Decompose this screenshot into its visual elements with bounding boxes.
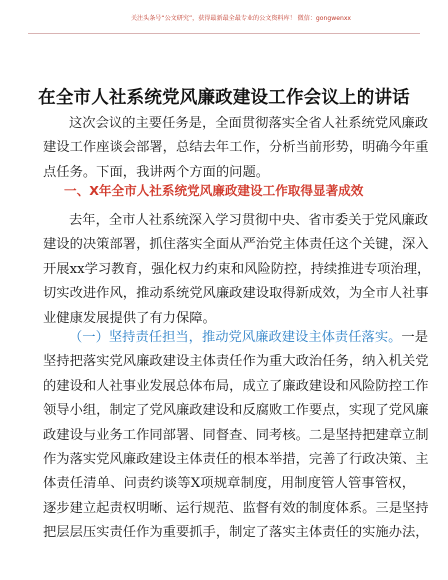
header-divider	[28, 33, 420, 34]
section-one-line: 业健康发展提供了有力保障。	[43, 310, 216, 326]
intro-line: 点任务。下面，我讲两个方面的问题。	[43, 164, 270, 180]
section-one-paragraph	[43, 209, 431, 331]
section-one-heading: 一、X年全市人社系统党风廉政建设工作取得显著成效	[64, 183, 364, 198]
subsection-one-line: 体责任清单、问责约谈等X项规章制度，用制度管人管事管权，	[43, 476, 415, 492]
header-banner: 关注头条号“公文研究”，获得最新最全最专业的公文资料库！ 微信：gongwenxx	[130, 15, 352, 22]
intro-paragraph	[43, 112, 429, 185]
subsection-one-line: 把层层压实责任作为重要抓手，制定了落实主体责任的实施办法，	[43, 525, 429, 541]
section-one-line: 建设的决策部署，抓住落实全面从严治党主体责任这个关键，深入	[43, 237, 429, 253]
subsection-one-first-line	[43, 326, 429, 350]
section-one-line: 去年，全市人社系统深入学习贯彻中央、省市委关于党风廉政	[69, 213, 429, 228]
subsection-one-heading: （一）坚持责任担当，推动党风廉政建设主体责任落实。	[69, 330, 402, 345]
document-title: 在全市人社系统党风廉政建设工作会议上的讲话	[38, 88, 410, 108]
subsection-one-line: 逐步建立起责权明晰、运行规范、监督有效的制度体系。三是坚持	[43, 500, 429, 516]
subsection-one-line: 坚持把落实党风廉政建设主体责任作为重大政治任务，纳入机关党	[43, 354, 429, 370]
section-one-line: 切实改进作风，推动系统党风廉政建设取得新成效，为全市人社事	[43, 286, 429, 302]
subsection-one-first-line-tail: 一是	[401, 330, 429, 345]
intro-line: 建设工作座谈会部署，总结去年工作，分析当前形势，明确今年重	[43, 140, 429, 156]
section-one-line: 开展xx学习教育，强化权力约束和风险防控，持续推进专项治理，	[43, 261, 431, 277]
subsection-one-line: 政建设与业务工作同部署、同督查、同考核。二是坚持把建章立制	[43, 427, 429, 443]
subsection-one-line: 作为落实党风廉政建设主体责任的根本举措，完善了行政决策、主	[43, 451, 429, 467]
subsection-one-line: 的建设和人社事业发展总体布局，成立了廉政建设和风险防控工作	[43, 378, 429, 394]
subsection-one-paragraph	[43, 326, 429, 546]
intro-line: 这次会议的主要任务是，全面贯彻落实全省人社系统党风廉政	[69, 116, 429, 131]
subsection-one-line: 领导小组，制定了党风廉政建设和反腐败工作要点，实现了党风廉	[43, 403, 429, 419]
